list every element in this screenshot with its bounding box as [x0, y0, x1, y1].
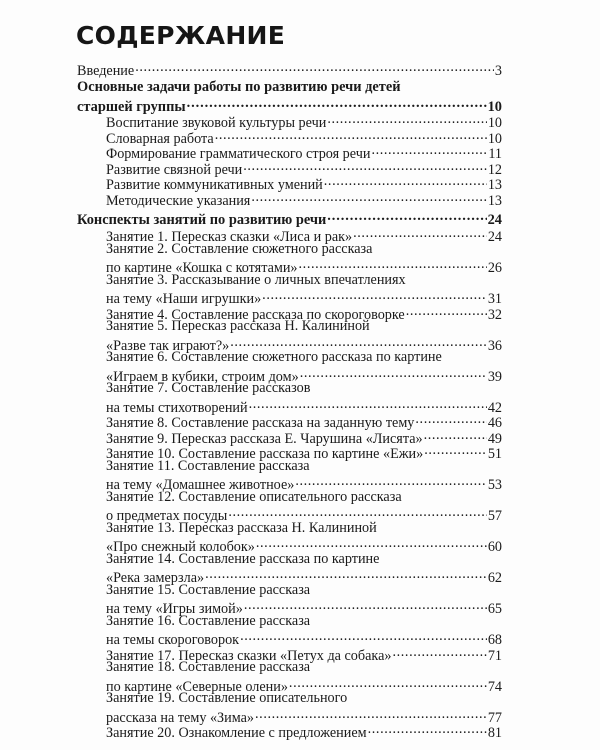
toc-entry: [106, 287, 502, 307]
toc-entry-title: Развитие связной речи: [106, 161, 243, 178]
toc-entry-title: на темы скороговорок: [106, 632, 240, 648]
dot-leader: [187, 95, 487, 111]
toc-entry-line: [106, 272, 502, 288]
toc-entry: [106, 566, 502, 586]
toc-entry-title: Конспекты занятий по развитию речи: [77, 212, 327, 228]
toc-page-number: 51: [487, 446, 502, 462]
toc-entry-title: Занятие 15. Составление рассказа: [106, 581, 311, 598]
toc-entry-title: Занятие 4. Составление рассказа по скороговорке: [106, 306, 405, 323]
toc-entry-line: [77, 79, 502, 95]
toc-entry: [77, 95, 502, 115]
toc-entry-line: [106, 613, 502, 629]
dot-leader: [424, 427, 487, 443]
toc-entry-line: [106, 241, 502, 257]
toc-entry: [106, 334, 502, 354]
toc-page-number: 42: [487, 399, 502, 416]
toc-page-number: 65: [487, 601, 502, 617]
toc-entry-line: [106, 318, 502, 334]
toc-entry: [106, 473, 502, 493]
toc-page-number: 13: [487, 192, 502, 209]
toc-entry-title: Занятие 6. Составление сюжетного рассказа по картине: [106, 349, 442, 365]
toc-entry-title: Воспитание звуковой культуры речи: [106, 115, 327, 131]
toc-entry-title: Занятие 8. Составление рассказа на заданную тему: [106, 415, 415, 431]
toc-entry-title: о предметах посуды: [106, 508, 228, 524]
toc-entry: [106, 158, 502, 178]
toc-page-number: 10: [487, 130, 502, 147]
dot-leader: [135, 59, 494, 75]
toc-entry-title: Занятие 5. Пересказ рассказа Н. Калининой: [106, 318, 370, 334]
toc-entry: [106, 675, 502, 695]
toc-page-number: 57: [487, 508, 502, 524]
toc-entry: [106, 504, 502, 524]
toc-entry: [106, 225, 502, 245]
toc-page-number: 3: [494, 63, 502, 79]
toc-entry: [106, 173, 502, 193]
toc-entry-title: Занятие 11. Составление рассказа: [106, 457, 310, 474]
toc-entry: [106, 365, 502, 385]
toc-page-number: 68: [487, 632, 502, 648]
toc-entry-title: Занятие 18. Составление рассказа: [106, 659, 311, 675]
dot-leader: [415, 411, 486, 427]
dot-leader: [327, 111, 486, 127]
toc-entry-title: на темы стихотворений: [106, 399, 248, 416]
toc-entry-line: [106, 458, 502, 474]
toc-entry-title: Занятие 12. Составление описательного рассказа: [106, 488, 402, 505]
toc-entry: [106, 111, 502, 131]
dot-leader: [300, 365, 487, 381]
toc-page-number: 31: [487, 291, 502, 307]
toc-entry-line: [106, 582, 502, 598]
dot-leader: [228, 504, 486, 520]
dot-leader: [255, 706, 487, 722]
toc-entry: [106, 256, 502, 276]
toc-page-number: 49: [487, 430, 502, 447]
toc-entry-title: на тему «Игры зимой»: [106, 601, 243, 617]
toc-entry: [106, 427, 502, 447]
toc-entry: [106, 189, 502, 209]
toc-entry: [106, 442, 502, 462]
toc-entry-title: Словарная работа: [106, 130, 214, 147]
toc-entry-line: [106, 380, 502, 396]
toc-entry-title: «Река замерзла»: [106, 570, 205, 586]
toc-entry-line: [106, 551, 502, 567]
toc-page-number: 26: [487, 260, 502, 276]
toc-entry: [106, 628, 502, 648]
toc-page-number: 24: [487, 212, 502, 228]
toc-entry: [77, 59, 502, 79]
toc-page-number: 71: [487, 647, 502, 664]
toc-page-number: 13: [487, 177, 502, 193]
toc-entry-title: по картине «Кошка с котятами»: [106, 260, 298, 276]
toc-entry-title: Занятие 20. Ознакомление с предложением: [106, 725, 367, 741]
toc-page-number: 62: [487, 570, 502, 586]
toc-page-number: 46: [487, 415, 502, 431]
toc-page-number: 11: [488, 146, 502, 162]
dot-leader: [244, 597, 487, 613]
dot-leader: [230, 334, 487, 350]
toc-entry-line: [106, 349, 502, 365]
toc-page-number: 81: [487, 725, 502, 741]
toc-entry-title: Занятие 3. Рассказывание о личных впечатлениях: [106, 271, 406, 288]
toc-page-number: 10: [487, 99, 502, 115]
dot-leader: [256, 535, 487, 551]
toc-entry-title: Занятие 17. Пересказ сказки «Петух да собака»: [106, 647, 392, 664]
dot-leader: [371, 142, 487, 158]
toc-entry-title: Занятие 10. Составление рассказа по картине «Ежи»: [106, 446, 424, 462]
toc-page-number: 10: [487, 115, 502, 131]
toc-entry: [77, 208, 502, 228]
toc-entry-title: на тему «Домашнее животное»: [106, 477, 295, 493]
dot-leader: [353, 225, 487, 241]
toc-page-number: 60: [487, 539, 502, 555]
dot-leader: [249, 396, 487, 412]
dot-leader: [205, 566, 487, 582]
toc-entry: [106, 127, 502, 147]
dot-leader: [368, 721, 487, 737]
dot-leader: [243, 158, 487, 174]
toc-entry-title: Формирование грамматического строя речи: [106, 146, 371, 162]
toc-page-number: 32: [487, 306, 502, 323]
toc-page-number: 12: [487, 161, 502, 178]
toc-entry: [106, 644, 502, 664]
toc-page-number: 36: [487, 337, 502, 354]
dot-leader: [295, 473, 486, 489]
toc-entry: [106, 411, 502, 431]
dot-leader: [262, 287, 487, 303]
toc-entry-title: Занятие 7. Составление рассказов: [106, 380, 311, 396]
dot-leader: [327, 208, 486, 224]
toc-entry-title: Занятие 9. Пересказ рассказа Е. Чарушина «Лисята»: [106, 430, 423, 447]
toc-page-number: 74: [487, 678, 502, 695]
dot-leader: [424, 442, 487, 458]
toc-page-number: 39: [487, 368, 502, 385]
toc-entry-title: на тему «Наши игрушки»: [106, 291, 262, 307]
toc-entry-title: «Про снежный колобок»: [106, 539, 255, 555]
toc-entry: [106, 721, 502, 741]
toc-entry-title: Занятие 19. Составление описательного: [106, 690, 348, 706]
dot-leader: [289, 675, 487, 691]
toc-page-number: 24: [487, 229, 502, 245]
toc-entry-line: [106, 520, 502, 536]
toc-entry-title: рассказа на тему «Зима»: [106, 709, 255, 726]
toc-entry-title: Занятие 13. Пересказ рассказа Н. Калининой: [106, 519, 377, 536]
toc-page-number: 53: [487, 477, 502, 493]
dot-leader: [215, 127, 487, 143]
toc-entry-title: Введение: [77, 63, 135, 79]
dot-leader: [392, 644, 486, 660]
dot-leader: [240, 628, 487, 644]
toc-entry-title: Методические указания: [106, 192, 251, 209]
toc-entry-line: [106, 659, 502, 675]
dot-leader: [251, 189, 486, 205]
toc-entry-title: Основные задачи работы по развитию речи детей: [77, 79, 401, 95]
toc-entry: [106, 396, 502, 416]
toc-entry-title: Занятие 2. Составление сюжетного рассказа: [106, 240, 373, 257]
toc-page-number: 77: [487, 709, 502, 726]
toc-entry: [106, 706, 502, 726]
toc-entry-title: старшей группы: [77, 99, 186, 115]
dot-leader: [406, 303, 487, 319]
toc-entry-title: «Разве так играют?»: [106, 337, 230, 354]
toc-entry: [106, 142, 502, 162]
toc-entry-title: Развитие коммуникативных умений: [106, 177, 323, 193]
toc-entry: [106, 535, 502, 555]
toc-entry-title: «Играем в кубики, строим дом»: [106, 368, 299, 385]
dot-leader: [299, 256, 487, 272]
toc-entry-title: Занятие 1. Пересказ сказки «Лиса и рак»: [106, 229, 353, 245]
toc-entry: [106, 597, 502, 617]
dot-leader: [324, 173, 487, 189]
page-title: СОДЕРЖАНИЕ: [76, 21, 286, 50]
toc-entry-title: Занятие 14. Составление рассказа по картине: [106, 550, 380, 567]
toc-entry-line: [106, 690, 502, 706]
toc-entry-title: по картине «Северные олени»: [106, 678, 288, 695]
toc-entry-title: Занятие 16. Составление рассказа: [106, 612, 311, 629]
toc-entry-line: [106, 489, 502, 505]
toc-entry: [106, 303, 502, 323]
